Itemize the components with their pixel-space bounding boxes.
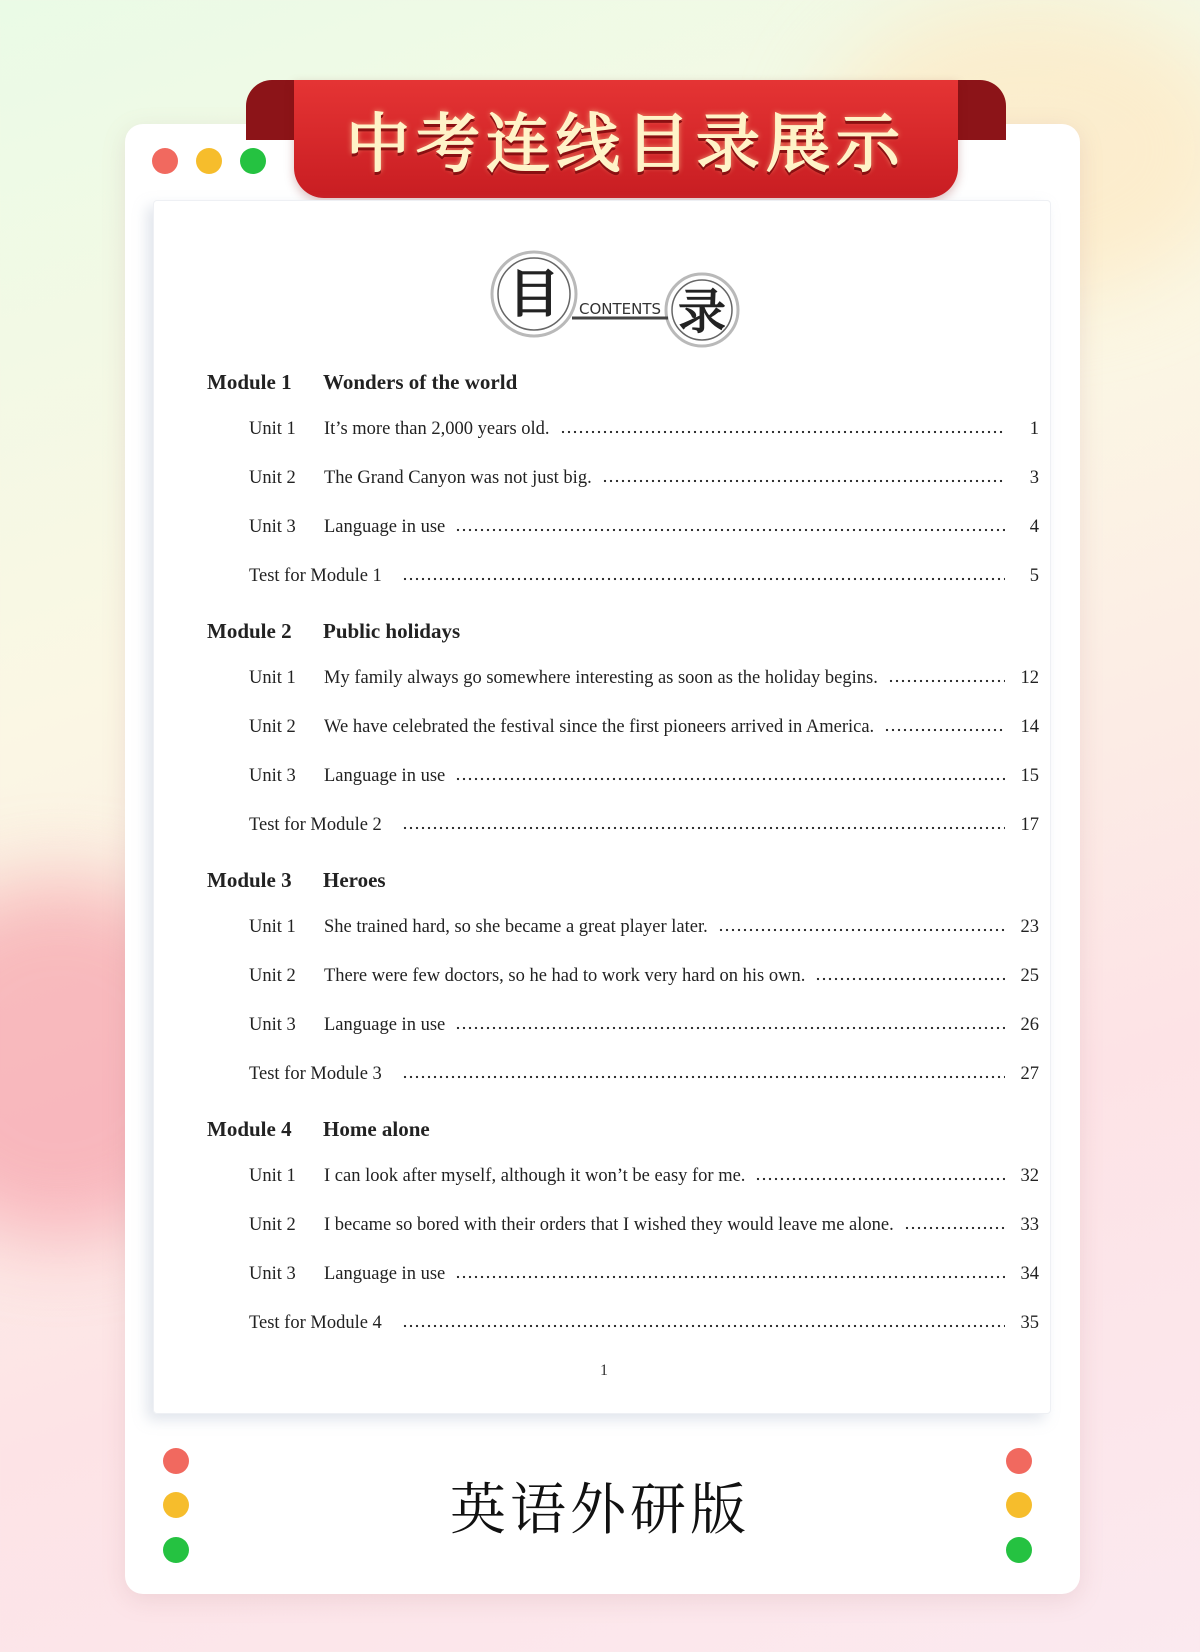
- window-close-dot: [152, 148, 178, 174]
- toc-entry[interactable]: [249, 815, 1039, 836]
- dot-leader: [455, 1275, 1005, 1279]
- dot-leader: [718, 928, 1005, 932]
- entry-label: Unit 1: [249, 668, 296, 688]
- banner-title: 中考连线目录展示: [346, 108, 906, 182]
- module-heading: [207, 868, 386, 893]
- edition-label: 英语外研版: [450, 1478, 750, 1543]
- dot-leader: [904, 1226, 1005, 1230]
- entry-label: Unit 2: [249, 468, 296, 488]
- toc-entry[interactable]: [249, 517, 1039, 538]
- dot-leader: [888, 679, 1005, 683]
- dot-leader: [455, 777, 1005, 781]
- entry-label: Unit 3: [249, 766, 296, 786]
- dot-leader: [602, 479, 1005, 483]
- entry-label: Unit 1: [249, 917, 296, 937]
- entry-page-number: 26: [1020, 1015, 1039, 1035]
- entry-title: We have celebrated the festival since the first pioneers arrived in America.: [324, 717, 875, 737]
- entry-page-number: 5: [1029, 566, 1039, 586]
- entry-title: Language in use: [324, 766, 446, 786]
- module-number: Module 1: [207, 370, 292, 394]
- logo-char-1: 目: [507, 265, 561, 325]
- entry-title: She trained hard, so she became a great player later.: [324, 917, 708, 937]
- module-number: Module 4: [207, 1117, 292, 1141]
- entry-page-number: 1: [1029, 419, 1039, 439]
- entry-title: Language in use: [324, 1015, 446, 1035]
- module-number: Module 2: [207, 619, 292, 643]
- entry-page-number: 34: [1020, 1264, 1039, 1284]
- entry-label: Unit 3: [249, 517, 296, 537]
- entry-label: Test for Module 1: [249, 566, 382, 586]
- module-title: Public holidays: [323, 619, 461, 643]
- dot-leader: [755, 1177, 1005, 1181]
- toc-entry[interactable]: [249, 1166, 1039, 1187]
- module-heading: [207, 1117, 430, 1142]
- entry-title: Language in use: [324, 517, 446, 537]
- dot-leader: [455, 1026, 1005, 1030]
- entry-label: Test for Module 2: [249, 815, 382, 835]
- entry-page-number: 15: [1020, 766, 1039, 786]
- toc-entry[interactable]: [249, 1215, 1039, 1236]
- entry-page-number: 4: [1029, 517, 1039, 537]
- dot-leader: [402, 577, 1005, 581]
- entry-title: Language in use: [324, 1264, 446, 1284]
- toc-entry[interactable]: [249, 566, 1039, 587]
- module-title: Wonders of the world: [323, 370, 518, 394]
- entry-page-number: 23: [1020, 917, 1039, 937]
- entry-title: I can look after myself, although it won’t be easy for me.: [324, 1166, 746, 1186]
- toc-entry[interactable]: [249, 1015, 1039, 1036]
- toc-entry[interactable]: [249, 1264, 1039, 1285]
- entry-page-number: 27: [1020, 1064, 1039, 1084]
- module-heading: [207, 370, 517, 395]
- dot-leader: [560, 430, 1005, 434]
- title-banner: [294, 80, 958, 198]
- dot-leader: [402, 826, 1005, 830]
- dot-leader: [884, 728, 1005, 732]
- entry-page-number: 14: [1020, 717, 1039, 737]
- logo-word: CONTENTS: [578, 300, 662, 318]
- entry-title: I became so bored with their orders that I wished they would leave me alone.: [324, 1215, 894, 1235]
- module-number: Module 3: [207, 868, 292, 892]
- entry-title: It’s more than 2,000 years old.: [324, 419, 550, 439]
- dot-leader: [402, 1324, 1005, 1328]
- toc-entry[interactable]: [249, 1313, 1039, 1334]
- toc-entry[interactable]: [249, 717, 1039, 738]
- logo-char-2: 录: [677, 284, 727, 340]
- entry-label: Unit 3: [249, 1015, 296, 1035]
- entry-page-number: 35: [1020, 1313, 1039, 1333]
- page-number: 1: [600, 1362, 608, 1379]
- entry-page-number: 32: [1020, 1166, 1039, 1186]
- toc-entry[interactable]: [249, 468, 1039, 489]
- entry-label: Unit 1: [249, 419, 296, 439]
- entry-label: Unit 2: [249, 966, 296, 986]
- module-title: Home alone: [323, 1117, 430, 1141]
- contents-logo: [490, 246, 750, 358]
- toc-entry[interactable]: [249, 917, 1039, 938]
- entry-label: Unit 2: [249, 1215, 296, 1235]
- window-maximize-dot: [240, 148, 266, 174]
- entry-title: There were few doctors, so he had to work very hard on his own.: [324, 966, 806, 986]
- module-title: Heroes: [323, 868, 386, 892]
- toc-entry[interactable]: [249, 1064, 1039, 1085]
- entry-label: Test for Module 3: [249, 1064, 382, 1084]
- dot-leader: [455, 528, 1005, 532]
- toc-entry[interactable]: [249, 419, 1039, 440]
- entry-page-number: 3: [1029, 468, 1039, 488]
- entry-title: The Grand Canyon was not just big.: [324, 468, 592, 488]
- toc-entry[interactable]: [249, 966, 1039, 987]
- entry-page-number: 12: [1020, 668, 1039, 688]
- entry-label: Test for Module 4: [249, 1313, 382, 1333]
- toc-entry[interactable]: [249, 668, 1039, 689]
- toc-entry[interactable]: [249, 766, 1039, 787]
- window-minimize-dot: [196, 148, 222, 174]
- entry-page-number: 33: [1020, 1215, 1039, 1235]
- entry-label: Unit 1: [249, 1166, 296, 1186]
- dot-leader: [402, 1075, 1005, 1079]
- dot-leader: [815, 977, 1005, 981]
- entry-page-number: 17: [1020, 815, 1039, 835]
- module-heading: [207, 619, 460, 644]
- entry-page-number: 25: [1020, 966, 1039, 986]
- entry-label: Unit 3: [249, 1264, 296, 1284]
- entry-label: Unit 2: [249, 717, 296, 737]
- entry-title: My family always go somewhere interesting as soon as the holiday begins.: [324, 668, 878, 688]
